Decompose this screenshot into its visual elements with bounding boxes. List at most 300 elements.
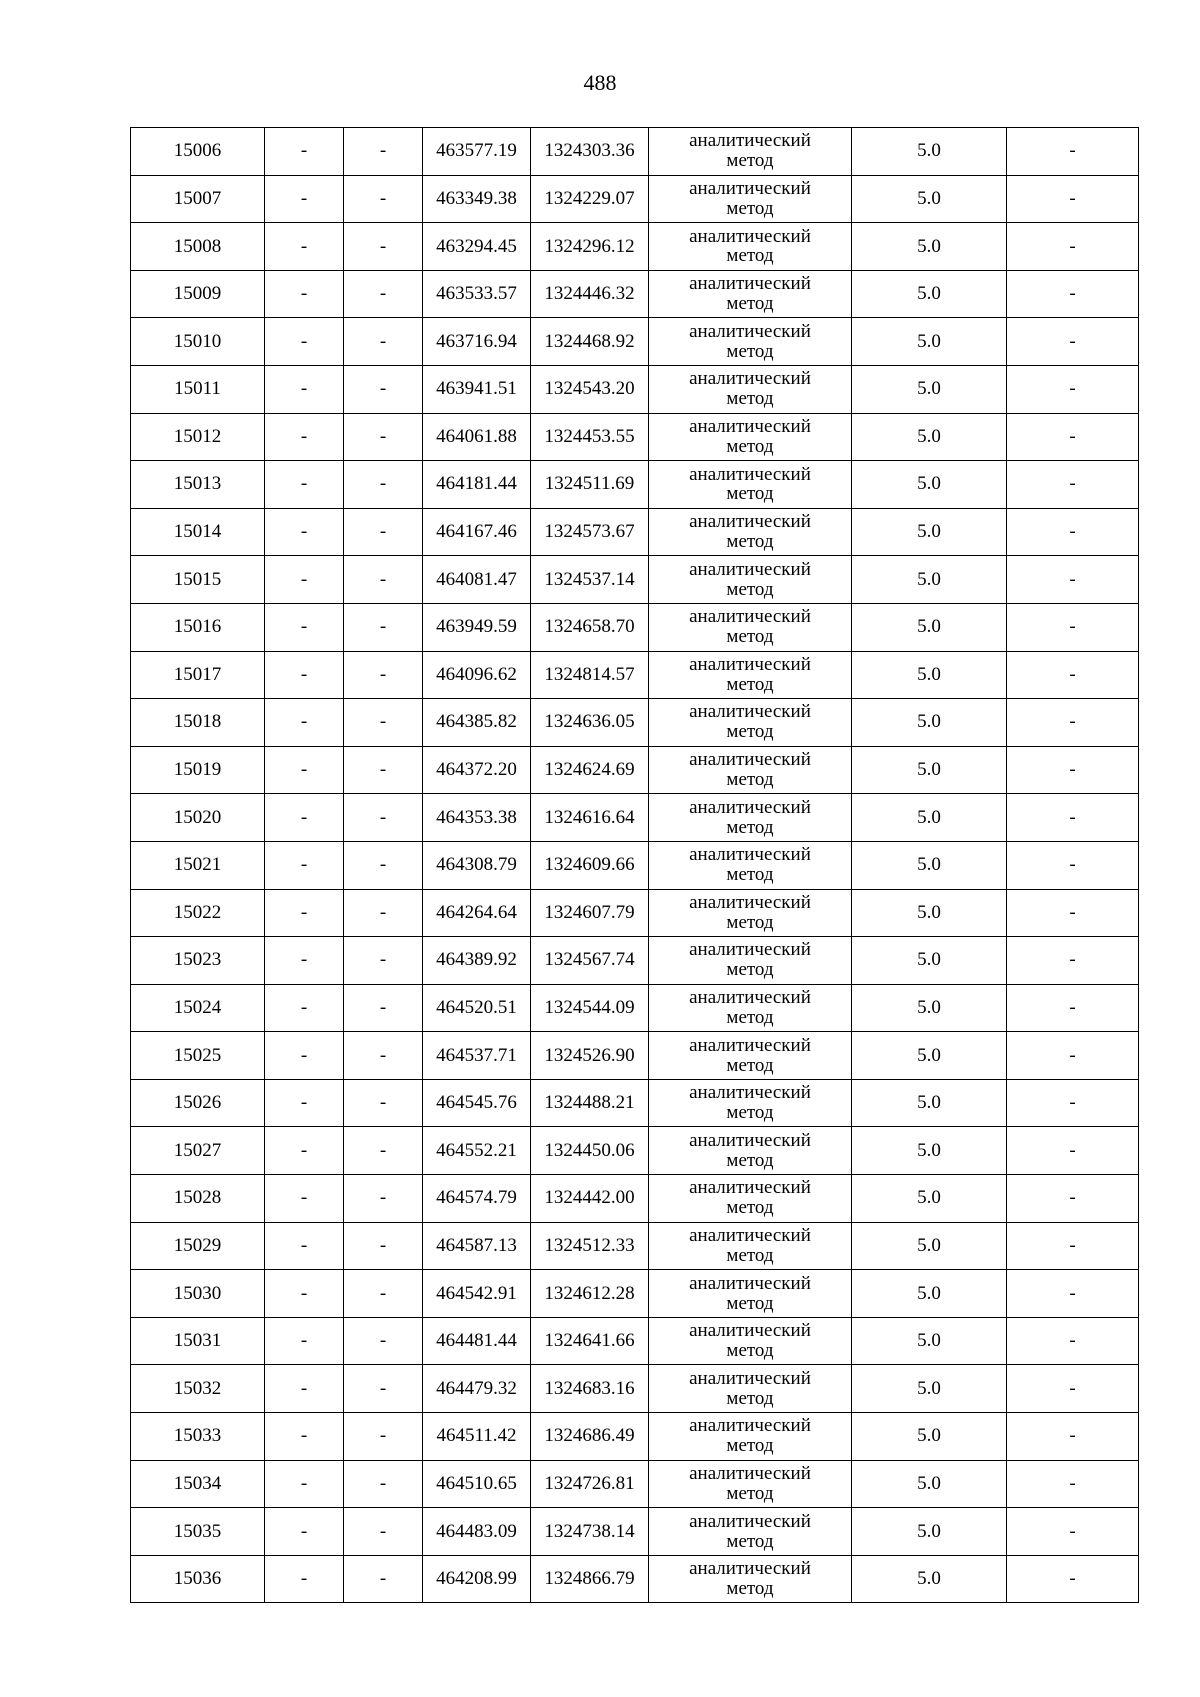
y-coordinate-cell: 1324726.81: [531, 1460, 649, 1508]
dash-cell: -: [1007, 1222, 1139, 1270]
point-id-cell: 15017: [131, 651, 265, 699]
x-coordinate-cell: 464587.13: [423, 1222, 531, 1270]
method-cell: [649, 1317, 852, 1365]
accuracy-cell: 5.0: [852, 318, 1007, 366]
x-coordinate-cell: 464479.32: [423, 1365, 531, 1413]
accuracy-cell: 5.0: [852, 1127, 1007, 1175]
dash-cell: -: [344, 1079, 423, 1127]
point-id-cell: 15006: [131, 128, 265, 176]
method-line2: метод: [726, 626, 774, 648]
x-coordinate-cell: 463533.57: [423, 270, 531, 318]
dash-cell: -: [1007, 841, 1139, 889]
x-coordinate-cell: 464096.62: [423, 651, 531, 699]
method-line2: метод: [726, 1149, 774, 1171]
method-line1: аналитический: [689, 1558, 811, 1580]
method-line2: метод: [726, 1006, 774, 1028]
y-coordinate-cell: 1324616.64: [531, 794, 649, 842]
x-coordinate-cell: 464511.42: [423, 1413, 531, 1461]
point-id-cell: 15019: [131, 746, 265, 794]
dash-cell: -: [344, 603, 423, 651]
accuracy-cell: 5.0: [852, 1508, 1007, 1556]
dash-cell: -: [265, 651, 344, 699]
method-line1: аналитический: [689, 1225, 811, 1247]
method-line2: метод: [726, 816, 774, 838]
page-number: 488: [583, 70, 617, 95]
x-coordinate-cell: 464385.82: [423, 699, 531, 747]
point-id-cell: 15034: [131, 1460, 265, 1508]
dash-cell: -: [1007, 699, 1139, 747]
dash-cell: -: [344, 794, 423, 842]
method-line1: аналитический: [689, 987, 811, 1009]
x-coordinate-cell: 464483.09: [423, 1508, 531, 1556]
method-cell: [649, 937, 852, 985]
y-coordinate-cell: 1324511.69: [531, 461, 649, 509]
y-coordinate-cell: 1324543.20: [531, 365, 649, 413]
y-coordinate-cell: 1324609.66: [531, 841, 649, 889]
method-cell: [649, 556, 852, 604]
dash-cell: -: [265, 128, 344, 176]
point-id-cell: 15020: [131, 794, 265, 842]
dash-cell: -: [265, 1175, 344, 1223]
point-id-cell: 15023: [131, 937, 265, 985]
x-coordinate-cell: 464081.47: [423, 556, 531, 604]
point-id-cell: 15036: [131, 1555, 265, 1603]
point-id-cell: 15010: [131, 318, 265, 366]
y-coordinate-cell: 1324526.90: [531, 1032, 649, 1080]
dash-cell: -: [1007, 651, 1139, 699]
method-cell: [649, 1555, 852, 1603]
method-line1: аналитический: [689, 891, 811, 913]
accuracy-cell: 5.0: [852, 175, 1007, 223]
coordinates-table: [130, 127, 1139, 1603]
y-coordinate-cell: 1324567.74: [531, 937, 649, 985]
method-cell: [649, 461, 852, 509]
method-line1: аналитический: [689, 1129, 811, 1151]
dash-cell: -: [1007, 1317, 1139, 1365]
method-line2: метод: [726, 150, 774, 172]
method-line1: аналитический: [689, 1367, 811, 1389]
point-id-cell: 15035: [131, 1508, 265, 1556]
table-row: [131, 318, 1139, 366]
method-line1: аналитический: [689, 939, 811, 961]
method-cell: [649, 1413, 852, 1461]
table-row: [131, 1032, 1139, 1080]
x-coordinate-cell: 464308.79: [423, 841, 531, 889]
dash-cell: -: [265, 1032, 344, 1080]
method-line1: аналитический: [689, 701, 811, 723]
dash-cell: -: [1007, 508, 1139, 556]
method-line1: аналитический: [689, 1462, 811, 1484]
dash-cell: -: [265, 508, 344, 556]
method-line2: метод: [726, 1292, 774, 1314]
table-row: [131, 1079, 1139, 1127]
accuracy-cell: 5.0: [852, 794, 1007, 842]
x-coordinate-cell: 464537.71: [423, 1032, 531, 1080]
method-line1: аналитический: [689, 1082, 811, 1104]
method-line2: метод: [726, 959, 774, 981]
point-id-cell: 15027: [131, 1127, 265, 1175]
dash-cell: -: [344, 651, 423, 699]
method-cell: [649, 841, 852, 889]
y-coordinate-cell: 1324658.70: [531, 603, 649, 651]
accuracy-cell: 5.0: [852, 128, 1007, 176]
dash-cell: -: [1007, 1079, 1139, 1127]
table-row: [131, 128, 1139, 176]
y-coordinate-cell: 1324636.05: [531, 699, 649, 747]
table-row: [131, 1413, 1139, 1461]
accuracy-cell: 5.0: [852, 699, 1007, 747]
method-cell: [649, 413, 852, 461]
dash-cell: -: [344, 746, 423, 794]
method-cell: [649, 794, 852, 842]
accuracy-cell: 5.0: [852, 1032, 1007, 1080]
dash-cell: -: [265, 270, 344, 318]
method-line2: метод: [726, 1197, 774, 1219]
table-row: [131, 794, 1139, 842]
method-line2: метод: [726, 1387, 774, 1409]
method-line1: аналитический: [689, 177, 811, 199]
dash-cell: -: [344, 937, 423, 985]
dash-cell: -: [344, 1460, 423, 1508]
method-cell: [649, 1460, 852, 1508]
method-cell: [649, 1365, 852, 1413]
accuracy-cell: 5.0: [852, 270, 1007, 318]
accuracy-cell: 5.0: [852, 937, 1007, 985]
y-coordinate-cell: 1324544.09: [531, 984, 649, 1032]
dash-cell: -: [265, 1270, 344, 1318]
dash-cell: -: [1007, 794, 1139, 842]
accuracy-cell: 5.0: [852, 651, 1007, 699]
point-id-cell: 15007: [131, 175, 265, 223]
dash-cell: -: [265, 1079, 344, 1127]
dash-cell: -: [344, 413, 423, 461]
method-line1: аналитический: [689, 1415, 811, 1437]
y-coordinate-cell: 1324612.28: [531, 1270, 649, 1318]
method-line2: метод: [726, 578, 774, 600]
y-coordinate-cell: 1324686.49: [531, 1413, 649, 1461]
table-row: [131, 1222, 1139, 1270]
table-row: [131, 1270, 1139, 1318]
method-line1: аналитический: [689, 320, 811, 342]
dash-cell: -: [265, 1222, 344, 1270]
method-line2: метод: [726, 721, 774, 743]
x-coordinate-cell: 464389.92: [423, 937, 531, 985]
x-coordinate-cell: 463294.45: [423, 223, 531, 271]
table-row: [131, 651, 1139, 699]
method-cell: [649, 365, 852, 413]
dash-cell: -: [344, 1127, 423, 1175]
y-coordinate-cell: 1324537.14: [531, 556, 649, 604]
accuracy-cell: 5.0: [852, 223, 1007, 271]
dash-cell: -: [344, 984, 423, 1032]
accuracy-cell: 5.0: [852, 1555, 1007, 1603]
y-coordinate-cell: 1324303.36: [531, 128, 649, 176]
dash-cell: -: [344, 699, 423, 747]
dash-cell: -: [344, 318, 423, 366]
dash-cell: -: [265, 318, 344, 366]
dash-cell: -: [344, 175, 423, 223]
point-id-cell: 15009: [131, 270, 265, 318]
method-line1: аналитический: [689, 130, 811, 152]
dash-cell: -: [265, 984, 344, 1032]
point-id-cell: 15032: [131, 1365, 265, 1413]
dash-cell: -: [344, 556, 423, 604]
method-line1: аналитический: [689, 415, 811, 437]
dash-cell: -: [1007, 1127, 1139, 1175]
method-cell: [649, 1508, 852, 1556]
x-coordinate-cell: 464061.88: [423, 413, 531, 461]
point-id-cell: 15031: [131, 1317, 265, 1365]
dash-cell: -: [1007, 746, 1139, 794]
dash-cell: -: [1007, 461, 1139, 509]
table-row: [131, 1460, 1139, 1508]
dash-cell: -: [265, 413, 344, 461]
x-coordinate-cell: 464545.76: [423, 1079, 531, 1127]
x-coordinate-cell: 464181.44: [423, 461, 531, 509]
table-row: [131, 984, 1139, 1032]
method-line2: метод: [726, 483, 774, 505]
dash-cell: -: [265, 699, 344, 747]
dash-cell: -: [1007, 603, 1139, 651]
y-coordinate-cell: 1324738.14: [531, 1508, 649, 1556]
method-cell: [649, 1079, 852, 1127]
accuracy-cell: 5.0: [852, 508, 1007, 556]
method-cell: [649, 270, 852, 318]
method-cell: [649, 508, 852, 556]
dash-cell: -: [344, 1365, 423, 1413]
point-id-cell: 15029: [131, 1222, 265, 1270]
dash-cell: -: [1007, 1555, 1139, 1603]
method-line1: аналитический: [689, 1177, 811, 1199]
dash-cell: -: [265, 1508, 344, 1556]
x-coordinate-cell: 463577.19: [423, 128, 531, 176]
dash-cell: -: [265, 1413, 344, 1461]
method-line2: метод: [726, 340, 774, 362]
method-line1: аналитический: [689, 606, 811, 628]
point-id-cell: 15014: [131, 508, 265, 556]
method-line2: метод: [726, 388, 774, 410]
dash-cell: -: [344, 1508, 423, 1556]
method-line1: аналитический: [689, 844, 811, 866]
accuracy-cell: 5.0: [852, 1079, 1007, 1127]
method-cell: [649, 699, 852, 747]
x-coordinate-cell: 464264.64: [423, 889, 531, 937]
dash-cell: -: [265, 365, 344, 413]
method-line2: метод: [726, 1435, 774, 1457]
method-cell: [649, 128, 852, 176]
dash-cell: -: [1007, 889, 1139, 937]
dash-cell: -: [1007, 270, 1139, 318]
accuracy-cell: 5.0: [852, 1317, 1007, 1365]
dash-cell: -: [344, 508, 423, 556]
method-line1: аналитический: [689, 1034, 811, 1056]
point-id-cell: 15016: [131, 603, 265, 651]
x-coordinate-cell: 464167.46: [423, 508, 531, 556]
point-id-cell: 15018: [131, 699, 265, 747]
accuracy-cell: 5.0: [852, 841, 1007, 889]
dash-cell: -: [344, 223, 423, 271]
method-line2: метод: [726, 673, 774, 695]
dash-cell: -: [344, 1270, 423, 1318]
method-line1: аналитический: [689, 653, 811, 675]
y-coordinate-cell: 1324450.06: [531, 1127, 649, 1175]
x-coordinate-cell: 463941.51: [423, 365, 531, 413]
table-row: [131, 556, 1139, 604]
method-line1: аналитический: [689, 558, 811, 580]
point-id-cell: 15024: [131, 984, 265, 1032]
dash-cell: -: [1007, 413, 1139, 461]
dash-cell: -: [265, 1365, 344, 1413]
y-coordinate-cell: 1324229.07: [531, 175, 649, 223]
dash-cell: -: [344, 1222, 423, 1270]
point-id-cell: 15011: [131, 365, 265, 413]
accuracy-cell: 5.0: [852, 1222, 1007, 1270]
accuracy-cell: 5.0: [852, 1460, 1007, 1508]
point-id-cell: 15025: [131, 1032, 265, 1080]
point-id-cell: 15033: [131, 1413, 265, 1461]
method-line1: аналитический: [689, 368, 811, 390]
accuracy-cell: 5.0: [852, 889, 1007, 937]
table-row: [131, 508, 1139, 556]
x-coordinate-cell: 463349.38: [423, 175, 531, 223]
y-coordinate-cell: 1324512.33: [531, 1222, 649, 1270]
accuracy-cell: 5.0: [852, 746, 1007, 794]
method-line2: метод: [726, 911, 774, 933]
y-coordinate-cell: 1324488.21: [531, 1079, 649, 1127]
method-cell: [649, 223, 852, 271]
table-row: [131, 746, 1139, 794]
x-coordinate-cell: 464481.44: [423, 1317, 531, 1365]
table-row: [131, 699, 1139, 747]
dash-cell: -: [344, 1317, 423, 1365]
y-coordinate-cell: 1324442.00: [531, 1175, 649, 1223]
method-line2: метод: [726, 1578, 774, 1600]
method-line2: метод: [726, 1530, 774, 1552]
dash-cell: -: [1007, 1508, 1139, 1556]
y-coordinate-cell: 1324468.92: [531, 318, 649, 366]
table-row: [131, 1508, 1139, 1556]
table-row: [131, 1127, 1139, 1175]
dash-cell: -: [1007, 128, 1139, 176]
point-id-cell: 15015: [131, 556, 265, 604]
method-cell: [649, 1222, 852, 1270]
table-row: [131, 461, 1139, 509]
dash-cell: -: [1007, 1175, 1139, 1223]
x-coordinate-cell: 464510.65: [423, 1460, 531, 1508]
dash-cell: -: [1007, 937, 1139, 985]
method-line2: метод: [726, 1102, 774, 1124]
dash-cell: -: [265, 889, 344, 937]
dash-cell: -: [344, 1413, 423, 1461]
table-row: [131, 1365, 1139, 1413]
accuracy-cell: 5.0: [852, 603, 1007, 651]
method-line1: аналитический: [689, 796, 811, 818]
dash-cell: -: [265, 794, 344, 842]
y-coordinate-cell: 1324641.66: [531, 1317, 649, 1365]
point-id-cell: 15021: [131, 841, 265, 889]
table-row: [131, 175, 1139, 223]
point-id-cell: 15030: [131, 1270, 265, 1318]
accuracy-cell: 5.0: [852, 1365, 1007, 1413]
table-row: [131, 270, 1139, 318]
point-id-cell: 15008: [131, 223, 265, 271]
method-cell: [649, 1032, 852, 1080]
point-id-cell: 15026: [131, 1079, 265, 1127]
method-line2: метод: [726, 1340, 774, 1362]
method-line1: аналитический: [689, 273, 811, 295]
dash-cell: -: [344, 128, 423, 176]
point-id-cell: 15028: [131, 1175, 265, 1223]
dash-cell: -: [344, 841, 423, 889]
method-cell: [649, 175, 852, 223]
method-cell: [649, 651, 852, 699]
dash-cell: -: [265, 175, 344, 223]
point-id-cell: 15012: [131, 413, 265, 461]
method-cell: [649, 318, 852, 366]
accuracy-cell: 5.0: [852, 556, 1007, 604]
y-coordinate-cell: 1324573.67: [531, 508, 649, 556]
method-line1: аналитический: [689, 1510, 811, 1532]
dash-cell: -: [344, 1175, 423, 1223]
y-coordinate-cell: 1324814.57: [531, 651, 649, 699]
dash-cell: -: [265, 1555, 344, 1603]
table-row: [131, 889, 1139, 937]
dash-cell: -: [265, 556, 344, 604]
method-line2: метод: [726, 197, 774, 219]
table-row: [131, 1175, 1139, 1223]
x-coordinate-cell: 464353.38: [423, 794, 531, 842]
dash-cell: -: [265, 1127, 344, 1175]
method-cell: [649, 889, 852, 937]
dash-cell: -: [265, 841, 344, 889]
dash-cell: -: [344, 461, 423, 509]
table-row: [131, 841, 1139, 889]
method-cell: [649, 1175, 852, 1223]
method-line2: метод: [726, 531, 774, 553]
point-id-cell: 15022: [131, 889, 265, 937]
dash-cell: -: [1007, 1460, 1139, 1508]
x-coordinate-cell: 464520.51: [423, 984, 531, 1032]
accuracy-cell: 5.0: [852, 365, 1007, 413]
x-coordinate-cell: 464542.91: [423, 1270, 531, 1318]
method-line2: метод: [726, 1054, 774, 1076]
dash-cell: -: [265, 937, 344, 985]
dash-cell: -: [1007, 223, 1139, 271]
dash-cell: -: [1007, 318, 1139, 366]
dash-cell: -: [265, 461, 344, 509]
dash-cell: -: [265, 223, 344, 271]
dash-cell: -: [1007, 1032, 1139, 1080]
dash-cell: -: [1007, 1365, 1139, 1413]
method-line2: метод: [726, 769, 774, 791]
y-coordinate-cell: 1324866.79: [531, 1555, 649, 1603]
table-row: [131, 365, 1139, 413]
table-row: [131, 1317, 1139, 1365]
method-line2: метод: [726, 435, 774, 457]
accuracy-cell: 5.0: [852, 1175, 1007, 1223]
table-row: [131, 223, 1139, 271]
dash-cell: -: [344, 1555, 423, 1603]
accuracy-cell: 5.0: [852, 1270, 1007, 1318]
method-line1: аналитический: [689, 1272, 811, 1294]
table-row: [131, 413, 1139, 461]
method-line2: метод: [726, 245, 774, 267]
y-coordinate-cell: 1324453.55: [531, 413, 649, 461]
method-line2: метод: [726, 864, 774, 886]
x-coordinate-cell: 464372.20: [423, 746, 531, 794]
dash-cell: -: [344, 889, 423, 937]
method-line1: аналитический: [689, 511, 811, 533]
